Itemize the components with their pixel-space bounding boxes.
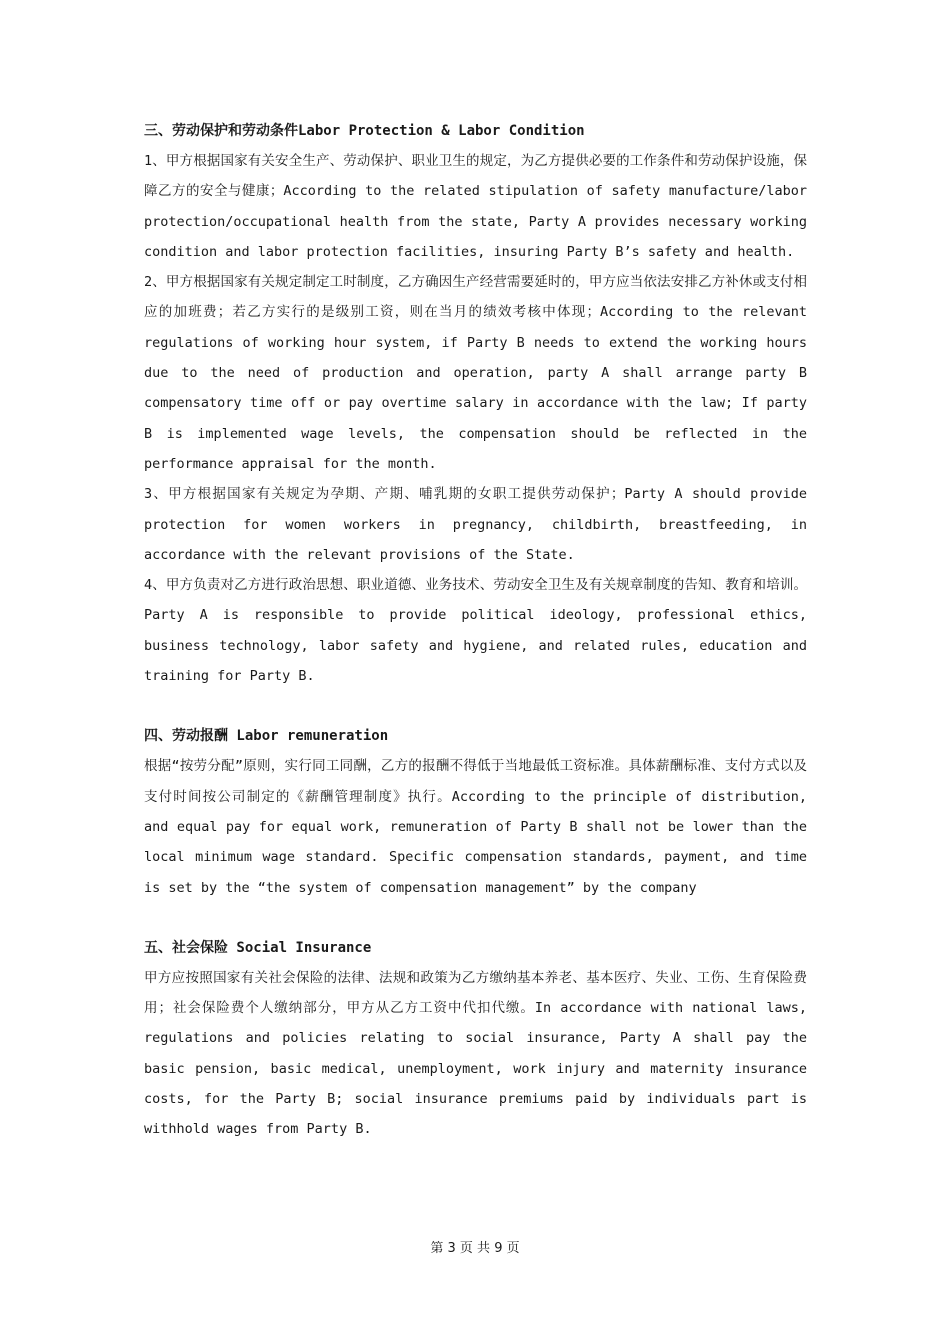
section-heading: 五、社会保险 Social Insurance bbox=[144, 939, 372, 956]
section-heading: 四、劳动报酬 Labor remuneration bbox=[144, 728, 389, 745]
paragraph: 4、甲方负责对乙方进行政治思想、职业道德、业务技术、劳动安全卫生及有关规章制度的告知、教育和培训。Party A is responsible to provide political ideology, professional ethics, business technology, labor safety and hygiene, and related rules, education and training for Party B. bbox=[144, 577, 807, 685]
paragraph: 甲方应按照国家有关社会保险的法律、法规和政策为乙方缴纳基本养老、基本医疗、失业、工伤、生育保险费用；社会保险费个人缴纳部分，甲方从乙方工资中代扣代缴。In accordance with national laws, regulations and policies relating to social insurance, Party A shall pay the basic pension, basic medical, unemployment, work injury and maternity insurance costs, for the Party B; social insurance premiums paid by individuals part is withhold wages from Party B. bbox=[144, 969, 807, 1138]
paragraph: 1、甲方根据国家有关安全生产、劳动保护、职业卫生的规定，为乙方提供必要的工作条件和劳动保护设施，保障乙方的安全与健康；According to the related stipulation of safety manufacture/labor protection/occupational health from the state, Party A provides necessary working condition and labor protection facilities, insuring Party B’s safety and health. bbox=[144, 153, 807, 260]
section-spacer bbox=[144, 691, 807, 721]
page-number-footer: 第 3 页 共 9 页 bbox=[430, 1241, 520, 1256]
paragraph: 3、甲方根据国家有关规定为孕期、产期、哺乳期的女职工提供劳动保护；Party A should provide protection for women workers in pregnancy, childbirth, breastfeeding, in accordance with the relevant provisions of the State. bbox=[144, 486, 807, 563]
paragraph: 根据“按劳分配”原则，实行同工同酬，乙方的报酬不得低于当地最低工资标准。具体薪酬标准、支付方式以及支付时间按公司制定的《薪酬管理制度》执行。According to the principle of distribution, and equal pay for equal work, remuneration of Party B shall not be lower than the local minimum wage standard. Specific compensation standards, payment, and time is set by the “the system of compensation management” by the company bbox=[144, 758, 807, 896]
section-spacer bbox=[144, 903, 807, 933]
paragraph: 2、甲方根据国家有关规定制定工时制度，乙方确因生产经营需要延时的，甲方应当依法安排乙方补休或支付相应的加班费；若乙方实行的是级别工资，则在当月的绩效考核中体现；According to the relevant regulations of working hour system, if Party B needs to extend the working hours due to the need of production and operation, party A shall arrange party B compensatory time off or pay overtime salary in accordance with the law; If party B is implemented wage levels, the compensation should be reflected in the performance appraisal for the month. bbox=[144, 274, 807, 472]
document-body bbox=[144, 116, 807, 1145]
section-labor-remuneration bbox=[144, 721, 807, 902]
section-labor-protection bbox=[144, 116, 807, 691]
section-heading: 三、劳动保护和劳动条件Labor Protection & Labor Condition bbox=[144, 123, 585, 139]
section-social-insurance bbox=[144, 933, 807, 1145]
